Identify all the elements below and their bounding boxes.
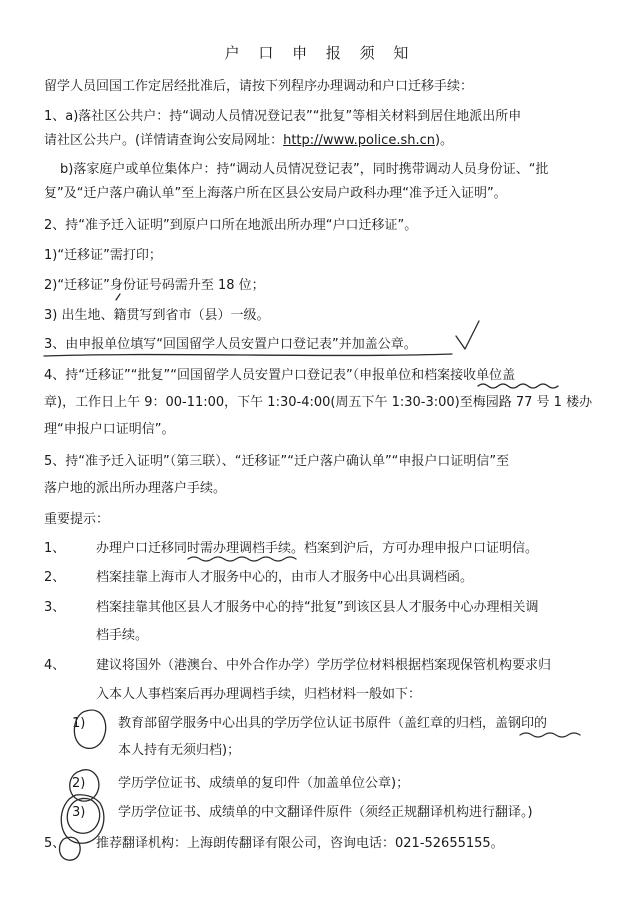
note-3-number: 3、 [44, 600, 66, 615]
note-4-line-2: 入本人人事档案后再办理调档手续，归档材料一般如下： [96, 687, 422, 702]
note-3-text: 档案挂靠其他区县人才服务中心的持“批复”到该区县人才服务中心办理相关调 [96, 600, 539, 615]
step-4-line-2: 章)，工作日上午 9：00-11:00，下午 1:30-4:00(周五下午 1:30-3:00)至梅园路 77 号 1 楼办 [44, 395, 593, 410]
intro-text: 留学人员回国工作定居经批准后，请按下列程序办理调动和户口迁移手续： [44, 79, 474, 94]
note-5 [44, 835, 504, 853]
step-5-line-2: 落户地的派出所办理落户手续。 [44, 481, 227, 496]
step-3-underline [44, 354, 452, 356]
note-2-number: 2、 [44, 570, 66, 585]
note-4-sub-2 [72, 775, 409, 793]
sub-3-text: 学历学位证书、成绩单的中文翻译件原件（须经正规翻译机构进行翻译。) [118, 805, 533, 820]
sub-3-number: 3) [72, 805, 86, 820]
note-1-number: 1、 [44, 541, 66, 556]
step-1b-line-2: 复”及“迁户落户确认单”至上海落户所在区县公安局户政科办理“准予迁入证明”。 [44, 186, 507, 201]
sub-1-number: 1) [72, 716, 86, 731]
step-1a-text: 请社区公共户。(详情请查询公安局网址： [44, 133, 284, 148]
note-4-number: 4、 [44, 658, 66, 673]
step-4-line-3: 理“申报户口证明信”。 [44, 422, 175, 437]
step-4-line-1: 4、持“迁移证”“批复”“回国留学人员安置户口登记表”（申报单位和档案接收单位盖 [44, 368, 516, 383]
step-1a-line-2 [44, 132, 453, 150]
step-2-item-3: 3) 出生地、籍贯写到省市（县）一级。 [44, 308, 270, 323]
note-4-sub-3 [72, 804, 533, 822]
step-1a-close: )。 [434, 133, 454, 148]
step-3-checkmark [456, 321, 479, 349]
sub-2-text: 学历学位证书、成绩单的复印件（加盖单位公章)； [118, 776, 410, 791]
police-website-link[interactable]: http://www.police.sh.cn [283, 133, 435, 148]
step-3: 3、由申报单位填写“回国留学人员安置户口登记表”并加盖公章。 [44, 337, 417, 352]
note-5-text: 推荐翻译机构：上海朗传翻译有限公司，咨询电话：021-52655155。 [96, 836, 504, 851]
note-2-text: 档案挂靠上海市人才服务中心的，由市人才服务中心出具调档函。 [96, 570, 474, 585]
step-2: 2、持“准予迁入证明”到原户口所在地派出所办理“户口迁移证”。 [44, 218, 418, 233]
sub-1-wavy-underline [520, 733, 580, 737]
step-2-item-2: 2)“迁移证”身份证号码需升至 18 位； [44, 278, 265, 293]
note-5-number: 5、 [44, 836, 66, 851]
page-title: 户 口 申 报 须 知 [224, 44, 416, 62]
step-1a-line-1: 1、a)落社区公共户：持“调动人员情况登记表”“批复”等相关材料到居住地派出所申 [44, 109, 522, 124]
note-1-text: 办理户口迁移同时需办理调档手续。档案到沪后，方可办理申报户口证明信。 [96, 541, 539, 556]
step-1b-line-1: b)落家庭户或单位集体户：持“调动人员情况登记表”，同时携带调动人员身份证、“批 [60, 162, 549, 177]
note-3 [44, 599, 538, 617]
step-5-line-1: 5、持“准予迁入证明”（第三联）、“迁移证”“迁户落户确认单”“申报户口证明信”至 [44, 454, 510, 469]
note-3-line-2: 档手续。 [96, 628, 149, 643]
step-2-item-1: 1)“迁移证”需打印； [44, 248, 162, 263]
sub-1-text: 教育部留学服务中心出具的学历学位认证书原件（盖红章的归档，盖钢印的 [118, 716, 548, 731]
note-4-sub-1-line-2: 本人持有无须归档)； [118, 743, 241, 758]
notes-heading: 重要提示： [44, 512, 110, 527]
note-1 [44, 540, 538, 558]
sub-2-number: 2) [72, 776, 86, 791]
note-4-text: 建议将国外（港澳台、中外合作办学）学历学位材料根据档案现保管机构要求归 [96, 658, 552, 673]
note-4-sub-1 [72, 715, 547, 733]
note-4 [44, 657, 551, 675]
note-2 [44, 569, 473, 587]
